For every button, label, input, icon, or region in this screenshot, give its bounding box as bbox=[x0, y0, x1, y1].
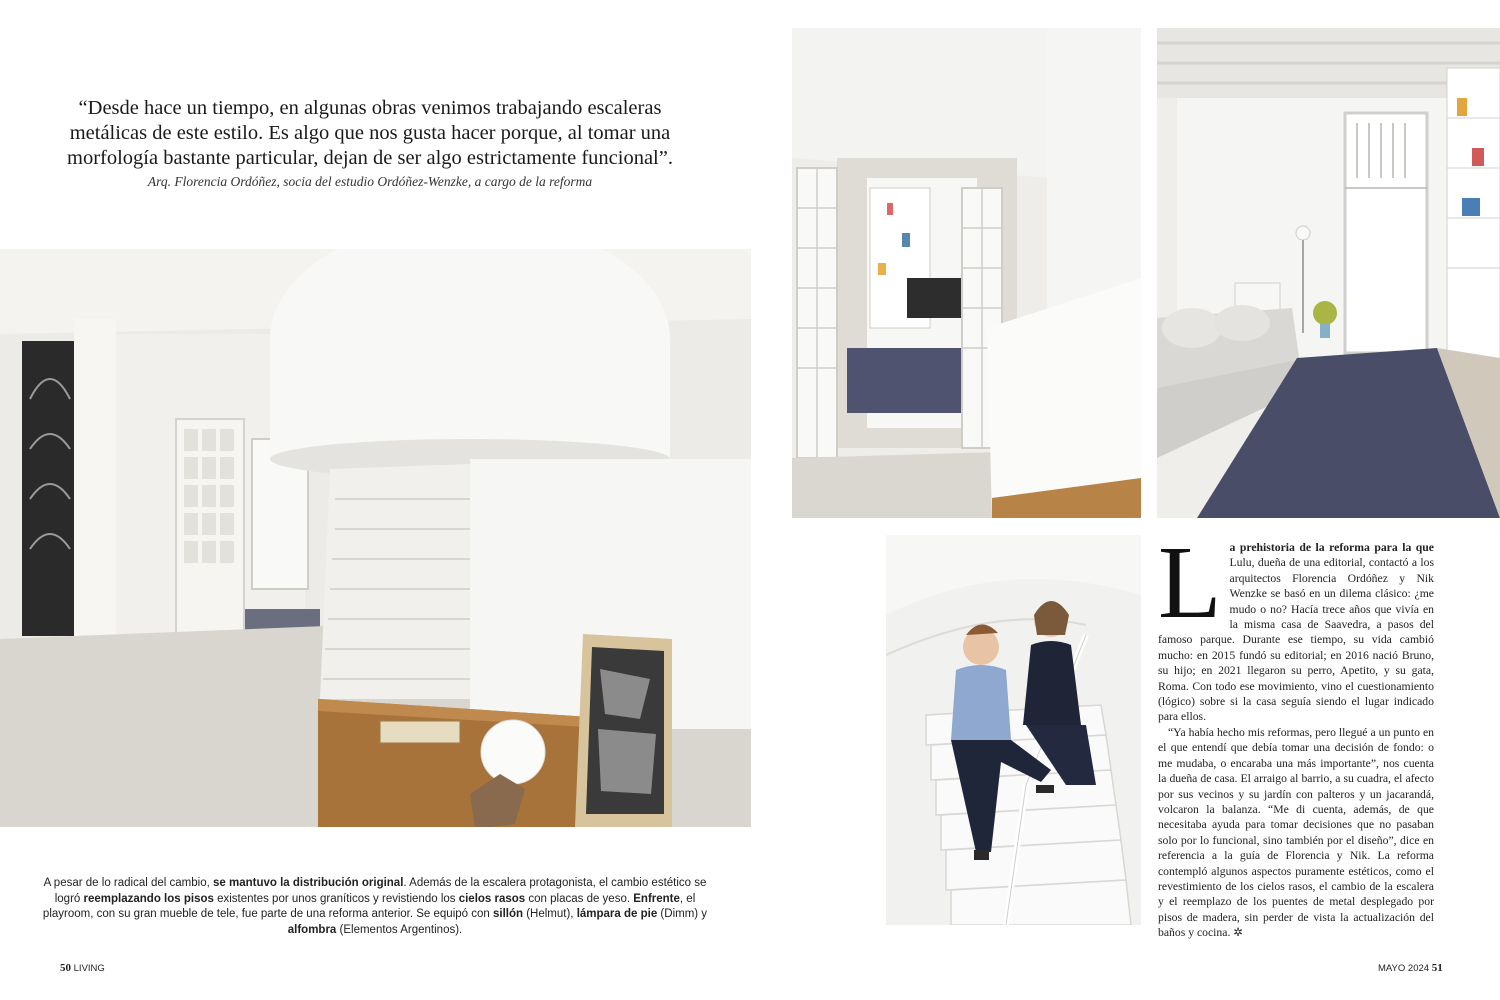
article-paragraph-1-text: Lulu, dueña de una editorial, contactó a los arquitectos Florencia Ordóñez y Nik Wenzke se basó en un dilema clásico: ¿me mudo o no? Hacía trece años que vivía en la misma casa de Saavedra, a pasos del famoso parque. Durante ese tiempo, su vida cambió mucho: en 2015 fundó su editorial; en 2016 nació Bruno, su hijo; en 2021 llegaron su perro, Apetito, y su gata, Roma. Con todo ese movimiento, vino el cuestionamiento (lógico) sobre si la casa seguía siendo el lugar indicado para ellos. bbox=[1158, 556, 1434, 724]
caption-text-3: existentes por unos graníticos y revistiendo los bbox=[213, 892, 459, 905]
article-body bbox=[1158, 525, 1434, 941]
pull-quote bbox=[60, 96, 680, 190]
caption-text-6: (Helmut), bbox=[523, 908, 577, 920]
drop-cap: L bbox=[1158, 525, 1222, 640]
architects-portrait-illustration bbox=[886, 535, 1141, 925]
staircase-illustration bbox=[0, 249, 751, 827]
magazine-name: LIVING bbox=[73, 963, 105, 974]
caption-bold-2: reemplazando los pisos bbox=[83, 892, 214, 905]
living-sofa-photo bbox=[1157, 28, 1500, 518]
caption-text-4: con placas de yeso. bbox=[525, 892, 634, 905]
folio-left bbox=[60, 962, 105, 974]
caption-text-1: A pesar de lo radical del cambio, bbox=[43, 877, 213, 889]
article-paragraph-2: “Ya había hecho mis reformas, pero llegué a un punto en el que entendí que debía tomar una decisión de fondo: o me mudaba, o encaraba una más importante”, nos cuenta la dueña de casa. El arraigo al barrio, a su cuadra, el afecto por sus vecinos y su jardín con palteros y un jacarandá, volcaron la balanza. “Me di cuenta, además, de que necesitaba ayuda para tomar decisiones que no pasaban solo por lo funcional, sino también por el diseño”, dice en referencia a la guía de Florencia y Nik. La reforma contempló algunos aspectos puramente estéticos, como el revestimiento de los cielos rasos, el cambio de la escalera y el reemplazo de los puentes de metal desplegado por pisos de madera, sin perder de vista la actualización del baños y cocina. ✲ bbox=[1158, 725, 1434, 940]
caption-text-8: (Elementos Argentinos). bbox=[336, 923, 463, 936]
caption-bold-6: lámpara de pie bbox=[576, 908, 658, 920]
living-sofa-illustration bbox=[1157, 28, 1500, 518]
caption-bold-1: se mantuvo la distribución original bbox=[212, 877, 404, 889]
playroom-doorway-illustration bbox=[792, 28, 1141, 518]
pull-quote-author: Arq. Florencia Ordóñez, socia del estudio Ordóñez-Wenzke, a cargo de la reforma bbox=[147, 174, 593, 189]
caption-text-2: . Además de la escalera protagonista, el cambio estético se logró bbox=[54, 877, 707, 905]
playroom-doorway-photo bbox=[792, 28, 1141, 518]
caption-text-7: (Dimm) y bbox=[657, 908, 708, 920]
photo-caption bbox=[40, 876, 710, 938]
pull-quote-text: “Desde hace un tiempo, en algunas obras venimos trabajando escaleras metálicas de este estilo. Es algo que nos gusta hacer porque, al tomar una morfología bastante particular, dejan de ser algo estrictamente funcional”. bbox=[67, 97, 673, 169]
caption-bold-3: cielos rasos bbox=[458, 892, 526, 905]
photo-overlay-label: Lorem Ipsum bbox=[1357, 338, 1416, 349]
staircase-photo bbox=[0, 249, 751, 827]
caption-bold-4: Enfrente bbox=[633, 892, 680, 905]
issue-date: MAYO 2024 bbox=[1378, 963, 1430, 974]
caption-bold-5: sillón bbox=[492, 908, 524, 920]
page-number-right: 51 bbox=[1431, 962, 1443, 974]
folio-right bbox=[1378, 962, 1443, 974]
page-number-left: 50 bbox=[60, 962, 71, 974]
caption-text-5: , el playroom, con su gran mueble de tele, fue parte de una reforma anterior. Se equipó con bbox=[42, 892, 696, 920]
caption-bold-7: alfombra bbox=[287, 923, 337, 936]
architects-portrait-photo bbox=[886, 535, 1141, 925]
article-lead-in: a prehistoria de la reforma para la que bbox=[1229, 541, 1434, 554]
